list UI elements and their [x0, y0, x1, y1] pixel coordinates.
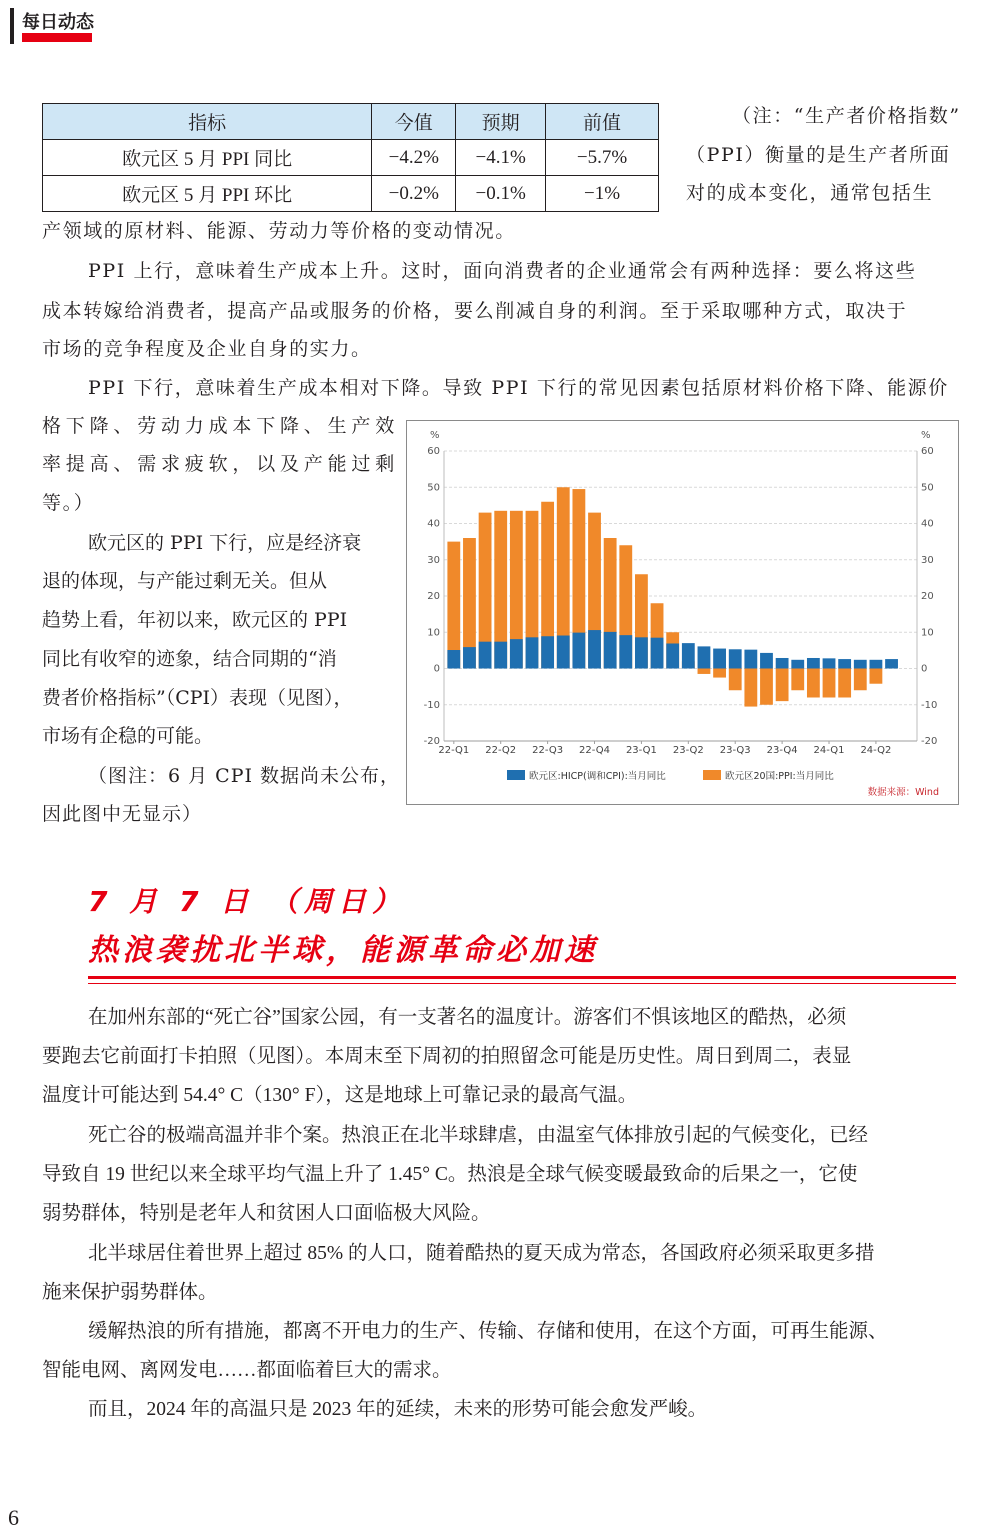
- hicp-bar: [619, 635, 632, 668]
- hicp-bar: [791, 660, 804, 669]
- y-tick-label-left: 0: [433, 663, 440, 675]
- y-tick-label-right: 0: [921, 663, 928, 675]
- body-line: 在加州东部的“死亡谷”国家公园，有一支著名的温度计。游客们不惧该地区的酷热，必须: [88, 1007, 847, 1028]
- ppi-note-line: （注：“生产者价格指数”: [732, 105, 961, 127]
- y-tick-label-right: -10: [921, 699, 938, 711]
- ppi-bar: [791, 669, 804, 691]
- body-line: 死亡谷的极端高温并非个案。热浪正在北半球肆虐，由温室气体排放引起的气候变化，已经: [88, 1125, 869, 1146]
- ppi-bar: [698, 669, 711, 674]
- paragraph-line: 成本转嫁给消费者，提高产品或服务的价格，要么削减自身的利润。至于采取哪种方式，取决于: [42, 300, 908, 322]
- hicp-bar: [682, 643, 695, 668]
- hicp-bar: [807, 658, 820, 669]
- hicp-bar: [666, 643, 679, 668]
- ppi-note-line: （PPI）衡量的是生产者所面: [686, 144, 951, 166]
- y-tick-label-right: -20: [921, 736, 938, 747]
- body-line: 智能电网、离网发电……都面临着巨大的需求。: [42, 1360, 452, 1381]
- section-date: 7 月 7 日 （周日）: [88, 885, 406, 918]
- table-header-cell: 今值: [372, 104, 456, 140]
- x-tick-label: 23-Q3: [719, 745, 751, 756]
- table-cell: 欧元区 5 月 PPI 同比: [43, 140, 372, 176]
- table-row: [43, 176, 659, 212]
- section-title: 热浪袭扰北半球，能源革命必加速: [88, 933, 598, 968]
- body-line: 施来保护弱势群体。: [42, 1282, 218, 1303]
- paragraph-line: 同比有收窄的迹象，结合同期的“消: [42, 648, 337, 670]
- y-tick-label-right: 40: [921, 518, 934, 530]
- hicp-bar: [463, 647, 476, 668]
- ppi-bar: [854, 669, 867, 691]
- table-cell: −4.1%: [456, 140, 546, 176]
- hicp-bar: [651, 638, 664, 669]
- header-red-underline: [22, 33, 92, 42]
- x-tick-label: 24-Q2: [860, 745, 892, 756]
- section-divider: [88, 976, 956, 979]
- x-tick-label: 23-Q2: [672, 745, 704, 756]
- body-line: 北半球居住着世界上超过 85% 的人口，随着酷热的夏天成为常态，各国政府必须采取更多措: [88, 1243, 875, 1264]
- y-tick-label-left: 10: [427, 627, 440, 639]
- y-tick-label-right: 60: [921, 446, 934, 457]
- hicp-bar: [572, 633, 585, 669]
- body-line: 温度计可能达到 54.4° C（130° F），这是地球上可靠记录的最高气温。: [42, 1085, 638, 1106]
- page-number: 6: [8, 1505, 19, 1530]
- table-header-cell: 指标: [43, 104, 372, 140]
- body-line: 导致自 19 世纪以来全球平均气温上升了 1.45° C。热浪是全球气候变暖最致命的后果之一，它使: [42, 1164, 858, 1185]
- table-cell: −5.7%: [546, 140, 659, 176]
- ppi-bar: [713, 669, 726, 678]
- hicp-bar: [541, 636, 554, 668]
- hicp-bar: [635, 637, 648, 668]
- chart-container: [406, 420, 959, 805]
- x-tick-label: 23-Q1: [625, 745, 657, 756]
- paragraph-line: PPI 下行，意味着生产成本相对下降。导致 PPI 下行的常见因素包括原材料价格下降、能源价: [88, 377, 949, 399]
- source-label: 数据来源：Wind: [867, 787, 939, 798]
- paragraph-line: 等。）: [42, 492, 95, 514]
- ppi-bar: [744, 669, 757, 707]
- legend-swatch: [507, 770, 525, 780]
- x-tick-label: 22-Q3: [532, 745, 564, 756]
- ppi-bar: [447, 542, 460, 669]
- paragraph-line: 费者价格指标”（CPI）表现（见图），: [42, 687, 353, 709]
- paragraph-line: 市场有企稳的可能。: [42, 725, 214, 747]
- legend-label: 欧元区20国:PPI:当月同比: [725, 771, 834, 782]
- paragraph-line: 退的体现，与产能过剩无关。但从: [42, 570, 328, 592]
- y-tick-label-left: -20: [423, 736, 440, 747]
- table-header-cell: 前值: [546, 104, 659, 140]
- hicp-bar: [823, 658, 836, 668]
- table-header-row: [43, 104, 659, 140]
- bar-chart: [407, 421, 958, 804]
- ppi-bar: [838, 669, 851, 698]
- hicp-bar: [698, 646, 711, 668]
- body-line: 缓解热浪的所有措施，都离不开电力的生产、传输、存储和使用，在这个方面，可再生能源、: [88, 1321, 888, 1342]
- hicp-bar: [838, 659, 851, 668]
- table-cell: −0.2%: [372, 176, 456, 212]
- ppi-note-line: 产领域的原材料、能源、劳动力等价格的变动情况。: [42, 220, 516, 242]
- paragraph-line: 市场的竞争程度及企业自身的实力。: [42, 338, 372, 360]
- hicp-bar: [744, 650, 757, 669]
- hicp-bar: [713, 649, 726, 669]
- section-header-title: 每日动态: [22, 12, 94, 33]
- hicp-bar: [776, 658, 789, 669]
- header-bar: [10, 8, 14, 44]
- y-tick-label-left: 30: [427, 554, 440, 566]
- table-header-cell: 预期: [456, 104, 546, 140]
- x-tick-label: 22-Q1: [438, 745, 470, 756]
- y-tick-label-left: 50: [427, 482, 440, 494]
- x-tick-label: 24-Q1: [813, 745, 845, 756]
- paragraph-line: 欧元区的 PPI 下行，应是经济衰: [88, 532, 362, 554]
- ppi-bar: [807, 669, 820, 698]
- hicp-bar: [870, 660, 883, 669]
- x-tick-label: 22-Q4: [579, 745, 610, 756]
- section-divider-thin: [88, 983, 956, 984]
- paragraph-line: 趋势上看，年初以来，欧元区的 PPI: [42, 609, 348, 631]
- hicp-bar: [479, 642, 492, 669]
- hicp-bar: [510, 639, 523, 668]
- hicp-bar: [526, 637, 539, 668]
- chart-note-line: （图注：6 月 CPI 数据尚未公布，: [88, 765, 401, 787]
- hicp-bar: [854, 660, 867, 669]
- y-tick-label-right: 30: [921, 554, 934, 566]
- paragraph-line: 格下降、劳动力成本下降、生产效: [42, 415, 400, 437]
- hicp-bar: [604, 632, 617, 669]
- body-line: 弱势群体，特别是老年人和贫困人口面临极大风险。: [42, 1203, 491, 1224]
- ppi-bar: [760, 669, 773, 705]
- y-unit-label-right: %: [921, 430, 931, 441]
- hicp-bar: [729, 649, 742, 668]
- body-line: 要跑去它前面打卡拍照（见图）。本周末至下周初的拍照留念可能是历史性。周日到周二，表显: [42, 1046, 852, 1067]
- y-tick-label-right: 50: [921, 482, 934, 494]
- table-row: [43, 140, 659, 176]
- hicp-bar: [494, 642, 507, 669]
- y-tick-label-left: 40: [427, 518, 440, 530]
- body-line: 而且，2024 年的高温只是 2023 年的延续，未来的形势可能会愈发严峻。: [88, 1399, 708, 1420]
- hicp-bar: [557, 636, 570, 669]
- y-tick-label-right: 20: [921, 591, 934, 602]
- hicp-bar: [885, 659, 898, 668]
- legend-swatch: [703, 770, 721, 780]
- ppi-table: [42, 103, 659, 212]
- x-tick-label: 23-Q4: [766, 745, 798, 756]
- y-tick-label-left: 20: [427, 591, 440, 602]
- hicp-bar: [447, 650, 460, 668]
- ppi-bar: [823, 669, 836, 698]
- x-tick-label: 22-Q2: [485, 745, 517, 756]
- chart-note-line: 因此图中无显示）: [42, 803, 203, 825]
- y-tick-label-right: 10: [921, 627, 934, 639]
- paragraph-line: PPI 上行，意味着生产成本上升。这时，面向消费者的企业通常会有两种选择：要么将这些: [88, 260, 917, 282]
- ppi-bar: [729, 669, 742, 691]
- table-cell: −4.2%: [372, 140, 456, 176]
- y-tick-label-left: -10: [423, 699, 440, 711]
- table-cell: 欧元区 5 月 PPI 环比: [43, 176, 372, 212]
- legend-label: 欧元区:HICP(调和CPI):当月同比: [529, 771, 666, 782]
- paragraph-line: 率提高、需求疲软，以及产能过剩: [42, 453, 400, 475]
- y-unit-label-left: %: [430, 430, 440, 441]
- table-cell: −1%: [546, 176, 659, 212]
- hicp-bar: [760, 653, 773, 669]
- y-tick-label-left: 60: [427, 446, 440, 457]
- ppi-bar: [776, 669, 789, 702]
- ppi-bar: [870, 669, 883, 684]
- hicp-bar: [588, 630, 601, 668]
- table-cell: −0.1%: [456, 176, 546, 212]
- ppi-note-line: 对的成本变化，通常包括生: [686, 182, 934, 204]
